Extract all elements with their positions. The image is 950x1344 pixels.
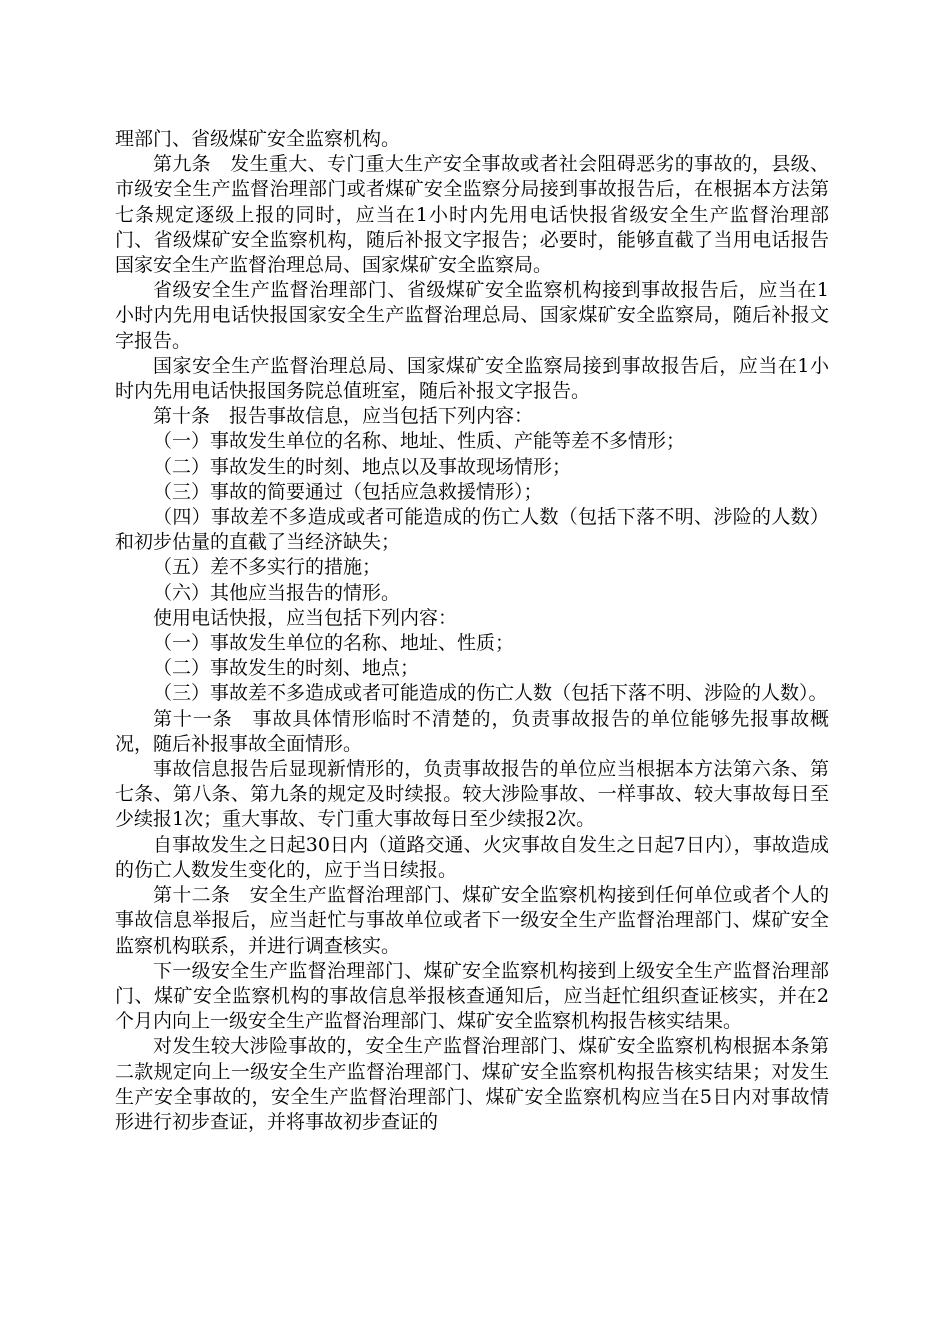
list-item: （一）事故发生单位的名称、地址、性质； xyxy=(153,632,515,655)
list-item: （三）事故差不多造成或者可能造成的伤亡人数（包括下落不明、涉险的人数）。 xyxy=(153,682,828,705)
article-9-paragraph: 第九条 发生重大、专门重大生产安全事故或者社会阻碍恶劣的事故的，县级、市级安全生产监督治理部门或者煤矿安全监察分局接到事故报告后，在根据本方法第七条规定逐级上报的同时，应当在1小时内先用电话快报省级安全生产监督治理部门、省级煤矿安全监察机构，随后补报文字报告；必要时，能够直截了当用电话报告国家安全生产监督治理总局、国家煤矿安全监察局。 xyxy=(115,153,829,277)
list-item: （一）事故发生单位的名称、地址、性质、产能等差不多情形； xyxy=(153,430,686,453)
paragraph: 下一级安全生产监督治理部门、煤矿安全监察机构接到上级安全生产监督治理部门、煤矿安全监察机构的事故信息举报核查通知后，应当赶忙组织查证核实，并在2个月内向上一级安全生产监督治理部门、煤矿安全监察机构报告核实结果。 xyxy=(115,959,829,1033)
list-item: （五）差不多实行的措施； xyxy=(153,556,382,579)
list-item: （三）事故的简要通过（包括应急救援情形）； xyxy=(153,480,543,503)
document-page xyxy=(115,127,829,1135)
paragraph: 自事故发生之日起30日内（道路交通、火灾事故自发生之日起7日内），事故造成的伤亡人数发生变化的，应于当日续报。 xyxy=(115,833,829,881)
paragraph: 事故信息报告后显现新情形的，负责事故报告的单位应当根据本方法第六条、第七条、第八条、第九条的规定及时续报。较大涉险事故、一样事故、较大事故每日至少续报1次；重大事故、专门重大事故每日至少续报2次。 xyxy=(115,758,829,831)
paragraph: 使用电话快报，应当包括下列内容： xyxy=(153,606,458,629)
paragraph: 理部门、省级煤矿安全监察机构。 xyxy=(115,128,401,150)
list-item: （六）其他应当报告的情形。 xyxy=(153,581,401,604)
list-item: （二）事故发生的时刻、地点以及事故现场情形； xyxy=(153,455,572,478)
article-12-paragraph: 第十二条 安全生产监督治理部门、煤矿安全监察机构接到任何单位或者个人的事故信息举报后，应当赶忙与事故单位或者下一级安全生产监督治理部门、煤矿安全监察机构联系，并进行调查核实。 xyxy=(115,884,829,957)
list-item: （四）事故差不多造成或者可能造成的伤亡人数（包括下落不明、涉险的人数）和初步估量的直截了当经济缺失； xyxy=(115,506,829,554)
article-11-paragraph: 第十一条 事故具体情形临时不清楚的，负责事故报告的单位能够先报事故概况，随后补报事故全面情形。 xyxy=(115,707,829,755)
paragraph: 对发生较大涉险事故的，安全生产监督治理部门、煤矿安全监察机构根据本条第二款规定向上一级安全生产监督治理部门、煤矿安全监察机构报告核实结果；对发生生产安全事故的，安全生产监督治理部门、煤矿安全监察机构应当在5日内对事故情形进行初步查证，并将事故初步查证的 xyxy=(115,1035,829,1133)
paragraph: 省级安全生产监督治理部门、省级煤矿安全监察机构接到事故报告后，应当在1小时内先用电话快报国家安全生产监督治理总局、国家煤矿安全监察局，随后补报文字报告。 xyxy=(115,279,829,352)
list-item: （二）事故发生的时刻、地点； xyxy=(153,657,420,680)
paragraph: 国家安全生产监督治理总局、国家煤矿安全监察局接到事故报告后，应当在1小时内先用电话快报国务院总值班室，随后补报文字报告。 xyxy=(115,354,829,403)
article-10-paragraph: 第十条 报告事故信息，应当包括下列内容： xyxy=(153,405,534,428)
